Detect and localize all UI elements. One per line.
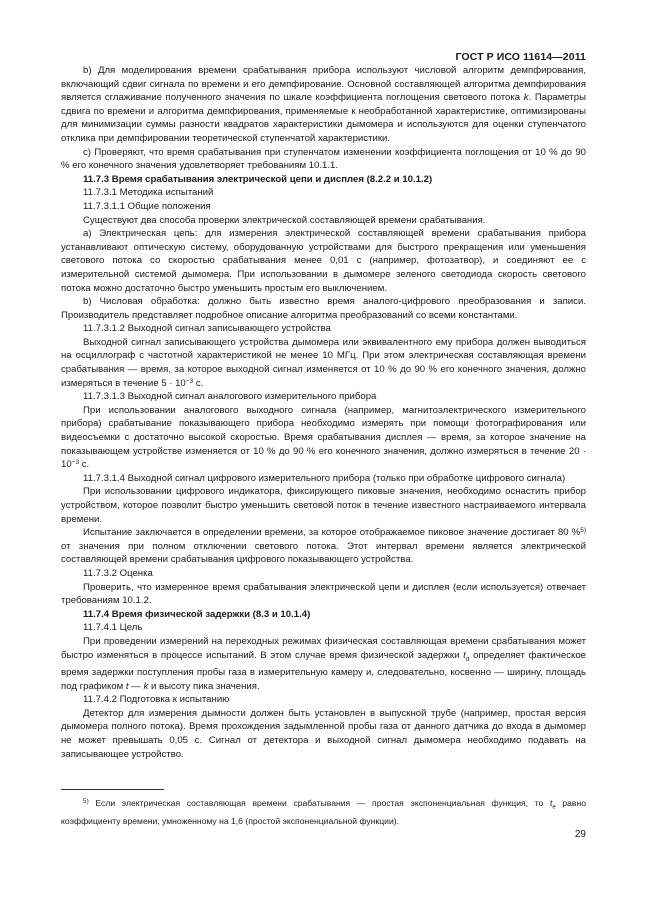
standard-header: ГОСТ Р ИСО 11614—2011 [455, 51, 586, 63]
paragraph-analog-output: При использовании аналогового выходного сигнала (например, магнитоэлектрического измерительного прибора) срабатывание показывающего прибора необходимо измерять при помощи фотографирования или видеосъемки с достаточно высокой скоростью. Время срабатывания дисплея — время, за которое значение на показывающем устройстве изменяется от 10 % до 90 % его конечного значения, должно измеряться в течение $20 \cdot 10^{-3}$ с. [61, 404, 586, 471]
paragraph-b-damping: b) Для моделирования времени срабатывания прибора используют числовой алгоритм демпфирования, включающий сдвиг сигнала по времени и его демпфирование. Основной составляющей алгоритма демпфирования является сглаживание полученного значения по шкале коэффициента поглощения светового потока k. Параметры сдвига по времени и алгоритма демпфирования, применяемые к необработанной характеристике, оптимизированы для минимизации суммы разности квадратов характеристики дымомера и используются для оценки ступенчатого отклика при демпфировании теоретической ступенчатой характеристики. [61, 65, 586, 144]
footnote-reference: 5) [580, 527, 586, 535]
subsection-heading-11-7-3-1-4: 11.7.3.1.4 Выходной сигнал цифрового измерительного прибора (только при обработке цифрового сигнала) [83, 472, 566, 484]
section-heading-11-7-4: 11.7.4 Время физической задержки (8.3 и 10.1.4) [83, 608, 311, 620]
footnote-marker: 5) [83, 798, 89, 805]
paragraph-digital-indicator: При использовании цифрового индикатора, фиксирующего пиковые значения, необходимо оснастить прибор устройством, которое позволит быстро уменьшить световой поток в течение известного настраиваемого интервала времени. [61, 486, 586, 525]
subsection-heading-11-7-3-1-3: 11.7.3.1.3 Выходной сигнал аналогового измерительного прибора [83, 391, 377, 403]
subsection-heading-11-7-3-1-1: 11.7.3.1.1 Общие положения [83, 200, 211, 212]
subsection-heading-11-7-3-1-2: 11.7.3.1.2 Выходной сигнал записывающего устройства [83, 323, 331, 335]
main-text [61, 64, 586, 761]
subsection-heading-11-7-4-2: 11.7.4.2 Подготовка к испытанию [83, 694, 230, 706]
footnote-separator [61, 789, 164, 790]
paragraph-two-methods: Существуют два способа проверки электрической составляющей времени срабатывания. [83, 214, 486, 226]
paragraph-b-numeric-processing: b) Числовая обработка: должно быть известно время аналого-цифрового преобразования и записи. Производитель представляет подробное описание алгоритма преобразований со всеми константами. [61, 296, 586, 321]
subsection-heading-11-7-3-1: 11.7.3.1 Методика испытаний [83, 187, 214, 199]
paragraph-evaluation: Проверить, что измеренное время срабатывания электрической цепи и дисплея (если используется) отвечает требованиям 10.1.2. [61, 581, 586, 607]
paragraph-c-check: c) Проверяют, что время срабатывания при ступенчатом изменении коэффициента поглощения от 10 % до 90 % его конечного значения удовлетворяет требованиям 10.1.1. [61, 146, 586, 172]
subsection-heading-11-7-3-2: 11.7.3.2 Оценка [83, 567, 153, 579]
paragraph-purpose: При проведении измерений на переходных режимах физическая составляющая времени срабатывания может быстро изменяться в процессе испытаний. В этом случае время физической задержки $t_d$ определяет фактическое время задержки поступления пробы газа в измерительную камеру и, следовательно, косвенно — ширину, площадь под графиком t — k и высоту пика значения. [61, 635, 586, 692]
subsection-heading-11-7-4-1: 11.7.4.1 Цель [83, 622, 143, 634]
footnote [61, 797, 586, 828]
paragraph-test-description: Испытание заключается в определении времени, за которое отображаемое пиковое значение достигает 80 %$^{5)}$ от значения при полном отключении светового потока. Этот интервал времени является электрической составляющей времени срабатывания цифрового показывающего устройства. [61, 527, 586, 566]
symbol-k: k [523, 92, 529, 104]
paragraph-detector-setup: Детектор для измерения дымности должен быть установлен в выпускной трубе (например, простая версия дымомера полного потока). Время прохождения задымленной пробы газа от данного датчика до входа в дымомер не может превышать 0,05 с. Сигнал от детектора и выходной сигнал дымомера необходимо подавать на записывающее устройство. [61, 707, 586, 760]
footnote-text: $^{5)}$ Если электрическая составляющая времени срабатывания — простая экспоненциальная функция, то $t_e$ равно коэффициенту времени, умноженному на 1,6 (простой экспоненциальной функции). [61, 798, 586, 826]
paragraph-recorder-output: Выходной сигнал записывающего устройства дымомера или эквивалентного ему прибора должен выводиться на осциллограф с частотной характеристикой не менее 10 МГц. При этом электрическая составляющая времени срабатывания — время, за которое выходной сигнал изменяется от 10 % до 90 % его конечного значения, должно измеряться в течение $5 \cdot 10^{-3}$ с. [61, 336, 586, 389]
paragraph-a-electrical-circuit: а) Электрическая цепь: для измерения электрической составляющей времени срабатывания прибора устанавливают оптическую систему, оборудованную устройствами для быстрого прекращения или уменьшения светового потока со скоростью срабатывания менее 0,01 с (например, фотозатвор), и соединяют ее с измерительной системой дымомера. При использовании в дымомере зеленого светодиода скорость светового потока можно достаточно быстро уменьшить простым его выключением. [61, 228, 586, 294]
page-number: 29 [574, 829, 586, 840]
section-heading-11-7-3: 11.7.3 Время срабатывания электрической цепи и дисплея (8.2.2 и 10.1.2) [83, 173, 433, 185]
